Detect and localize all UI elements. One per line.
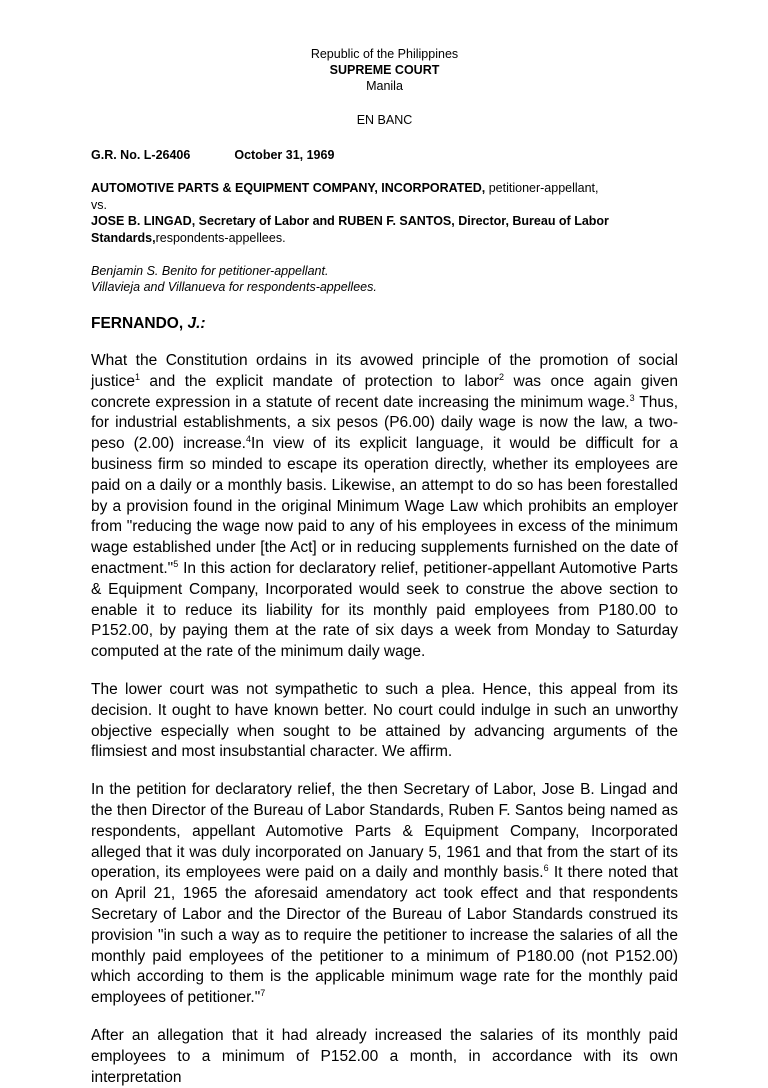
respondents-name: JOSE B. LINGAD, Secretary of Labor and RUBEN F. SANTOS, Director, Bureau of Labor Standards,: [91, 214, 609, 245]
paragraph-4: After an allegation that it had already increased the salaries of its monthly paid employees to a minimum of P152.00 a month, in accordance with its own interpretation: [91, 1026, 678, 1086]
p1-text-4: Thus, for industrial establishments, a six pesos (P6.00) daily wage is now the law, a two-peso (2.00) increase.: [91, 393, 679, 453]
court-header: [91, 46, 678, 94]
petitioner-counsel: Benjamin S. Benito for petitioner-appellant.: [91, 264, 329, 278]
court-city: Manila: [366, 79, 403, 93]
footnote-ref-3[interactable]: 3: [629, 392, 635, 403]
p1-text-6: In this action for declaratory relief, petitioner-appellant Automotive Parts & Equipment Company, Incorporated would seek to construe the above section to enable it to reduce its liability for its monthly paid employees from P180.00 to P152.00, by paying them at the rate of six days a week from Monday to Saturday computed at the rate of the minimum daily wage.: [91, 559, 678, 661]
versus-label: vs.: [91, 197, 107, 212]
paragraph-2: The lower court was not sympathetic to such a plea. Hence, this appeal from its decision. It ought to have known better. No court could indulge in such an unworthy objective especially when sought to be attained by advancing arguments of the flimsiest and most insubstantial character. We affirm.: [91, 680, 678, 761]
republic-line: Republic of the Philippines: [310, 47, 459, 61]
case-number-line: [91, 147, 678, 163]
p1-text-1: What the Constitution ordains in its avowed principle of the promotion of social justice: [91, 352, 678, 390]
court-name: SUPREME COURT: [329, 63, 440, 77]
footnote-ref-7[interactable]: 7: [260, 987, 266, 998]
counsel-block: [91, 263, 678, 295]
en-banc-label: EN BANC: [356, 113, 413, 127]
p3-text-1: In the petition for declaratory relief, the then Secretary of Labor, Jose B. Lingad and the then Director of the Bureau of Labor Standards, Ruben F. Santos being named as respondents, appellant Automotive Parts & Equipment Company, Incorporated alleged that it was duly incorporated on January 5, 1961 and that from the start of its operation, its employees were paid on a daily and monthly basis.: [91, 781, 678, 882]
p1-text-2: and the explicit mandate of protection to labor: [139, 372, 500, 390]
petitioner-line: [91, 180, 678, 197]
footnote-ref-1[interactable]: 1: [134, 371, 140, 382]
p1-text-5: In view of its explicit language, it would be difficult for a business firm so minded to escape its operation directly, whether its employees are paid on a daily or a monthly basis. Likewise, an attempt to do so has been forestalled by a provision found in the original Minimum Wage Law which prohibits an employer from "reducing the wage now paid to any of his employees in excess of the minimum wage established under [the Act] or in reducing supplements furnished on the date of enactment.": [91, 435, 678, 577]
ponente-title: J.:: [187, 315, 206, 332]
ponente: [91, 314, 678, 334]
petitioner-role: petitioner-appellant,: [485, 181, 599, 195]
footnote-ref-2[interactable]: 2: [499, 371, 505, 382]
gr-number: G.R. No. L-26406: [91, 148, 191, 162]
decision-date: October 31, 1969: [234, 148, 335, 162]
footnote-ref-6[interactable]: 6: [543, 863, 549, 874]
p3-text-2: It there noted that on April 21, 1965 the aforesaid amendatory act took effect and that respondents Secretary of Labor and the Director of the Bureau of Labor Standards construed its provision "in such a way as to require the petitioner to increase the salaries of all the monthly paid employees of the petitioner to a minimum of P180.00 (not P152.00) which according to them is the applicable minimum wage rate for the monthly paid employees of petitioner.": [91, 864, 678, 1007]
petitioner-name: AUTOMOTIVE PARTS & EQUIPMENT COMPANY, INCORPORATED,: [91, 181, 486, 195]
footnote-ref-5[interactable]: 5: [173, 558, 179, 569]
paragraph-1: [91, 351, 678, 663]
respondents-line: [91, 213, 678, 246]
p1-text-3: was once again given concrete expression in a statute of recent date increasing the minimum wage.: [91, 372, 678, 411]
footnote-ref-4[interactable]: 4: [246, 434, 252, 445]
case-parties: [91, 180, 678, 246]
paragraph-3: [91, 780, 678, 1009]
ponente-name: FERNANDO,: [91, 315, 188, 332]
document-page: [0, 46, 768, 1086]
respondents-role: respondents-appellees.: [155, 230, 286, 245]
respondents-counsel: Villavieja and Villanueva for respondents-appellees.: [91, 280, 377, 294]
